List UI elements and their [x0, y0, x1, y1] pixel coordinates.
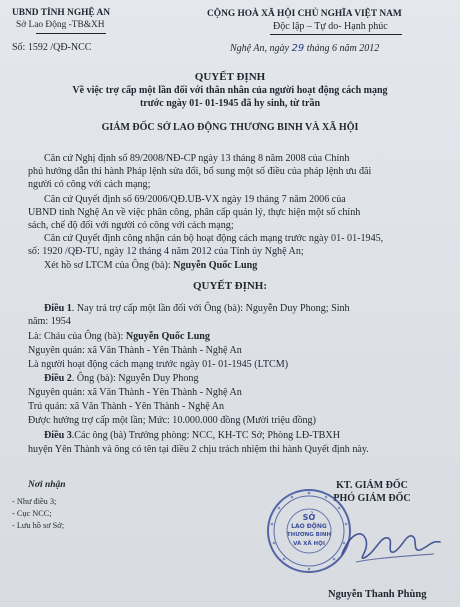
document-title: QUYẾT ĐỊNH: [194, 71, 266, 83]
reviewed-person-name: Nguyễn Quốc Lung: [173, 260, 258, 271]
date-middle: tháng 6 năm 2012: [306, 43, 380, 54]
basis-line: phủ hướng dẫn thi hành Pháp lệnh sửa đổi, bổ sung một số điều của pháp lệnh ưu đãi: [28, 166, 372, 177]
subject-line1: Về việc trợ cấp một lần đối với thân nhân của người hoạt động cách mạng: [72, 85, 388, 96]
org-line1: UBND TỈNH NGHỆ AN: [12, 8, 111, 18]
review-prefix: Xét hồ sơ LTCM của Ông (bà):: [44, 260, 171, 271]
stamp-text-line: VÀ XÃ HỘI: [293, 541, 325, 547]
date-prefix: Nghệ An, ngày: [230, 43, 289, 54]
review-line: [44, 259, 257, 272]
article1-line2: năm: 1954: [28, 316, 71, 327]
issuing-authority: GIÁM ĐỐC SỞ LAO ĐỘNG THƯƠNG BINH VÀ XÃ HỘI: [101, 122, 359, 133]
basis-line: người có công với cách mạng;: [28, 179, 151, 190]
basis-line: Căn cứ Nghị định số 89/2008/NĐ-CP ngày 13 tháng 8 năm 2008 của Chính: [44, 153, 350, 164]
article3-line2: huyện Yên Thành và ông có tên tại điều 2 chịu trách nhiệm thi hành Quyết định này.: [28, 444, 369, 455]
recipient-item: - Cục NCC;: [12, 509, 52, 518]
article1-relation: Là: Cháu của Ông (bà):: [28, 331, 124, 342]
basis-line: Căn cứ Quyết định công nhận cán bộ hoạt động cách mạng trước ngày 01- 01-1945,: [44, 233, 384, 244]
basis-line: sách, chế độ đối với người có công với cách mạng;: [28, 220, 234, 231]
document-date: [230, 43, 379, 54]
article2-line4: Được hưởng trợ cấp một lần; Mức: 10.000.000 đồng (Mười triệu đồng): [28, 415, 316, 426]
article1-line3: [28, 330, 210, 343]
recipients-list: [12, 496, 64, 532]
article1-line4: Nguyên quán: xã Văn Thành - Yên Thành - Nghệ An: [28, 345, 242, 356]
document-number: Số: 1592 /QĐ-NCC: [12, 42, 92, 53]
article2-label: Điều 2: [44, 373, 72, 384]
signer-name: Nguyễn Thanh Phùng: [328, 589, 427, 600]
signature-title-line2: PHÓ GIÁM ĐỐC: [333, 493, 411, 504]
motto-divider: [270, 34, 402, 35]
article1-line5: Là người hoạt động cách mạng trước ngày 01- 01-1945 (LTCM): [28, 359, 289, 370]
article2-line2: Nguyên quán: xã Văn Thành - Yên Thành - Nghệ An: [28, 387, 242, 398]
decision-heading: QUYẾT ĐỊNH:: [192, 280, 268, 292]
basis-line: Căn cứ Quyết định số 69/2006/QĐ.UB-VX ngày 19 tháng 7 năm 2006 của: [44, 194, 346, 205]
org-divider: [36, 33, 106, 34]
basis-line: số: 1920 /QĐ-TU, ngày 12 tháng 4 năm 2012 của Tỉnh ủy Nghệ An;: [28, 246, 304, 257]
article2-text: . Ông (bà): Nguyễn Duy Phong: [71, 373, 199, 384]
article3-text: .Các ông (bà) Trưởng phòng: NCC, KH-TC Sở; Phòng LĐ-TBXH: [71, 430, 340, 441]
article3-label: Điều 3: [44, 430, 72, 441]
country-name: CỘNG HOÀ XÃ HỘI CHỦ NGHĨA VIỆT NAM: [207, 9, 402, 19]
recipients-title: Nơi nhận: [28, 480, 66, 490]
date-day: 29: [291, 43, 305, 54]
article2-line1: [44, 372, 199, 385]
article1-line1: [44, 302, 350, 315]
signature-title-line1: KT. GIÁM ĐỐC: [336, 480, 408, 491]
stamp-text-line: LAO ĐỘNG: [291, 523, 327, 530]
recipient-item: - Lưu hồ sơ Sở;: [12, 521, 64, 530]
org-line2: Sở Lao Động -TB&XH: [16, 20, 105, 30]
article1-label: Điều 1: [44, 303, 72, 314]
handwritten-signature: [336, 514, 446, 572]
article3-line1: [44, 429, 340, 442]
article2-line3: Trú quán: xã Văn Thành - Yên Thành - Nghệ An: [28, 401, 225, 412]
national-motto: Độc lập – Tự do- Hạnh phúc: [273, 21, 388, 32]
article1-text: . Nay trả trợ cấp một lần đối với Ông (bà): Nguyễn Duy Phong; Sinh: [71, 303, 350, 314]
stamp-text-line: SỞ: [302, 513, 316, 522]
stamp-text-line: THƯƠNG BINH: [286, 532, 332, 538]
subject-line2: trước ngày 01- 01-1945 đã hy sinh, từ trần: [139, 98, 321, 109]
basis-line: UBND tỉnh Nghệ An về việc phân công, phân cấp quản lý, thực hiện một số chính: [28, 207, 361, 218]
recipient-item: - Như điều 3;: [12, 497, 57, 506]
article1-martyr-name: Nguyễn Quốc Lung: [125, 331, 210, 342]
